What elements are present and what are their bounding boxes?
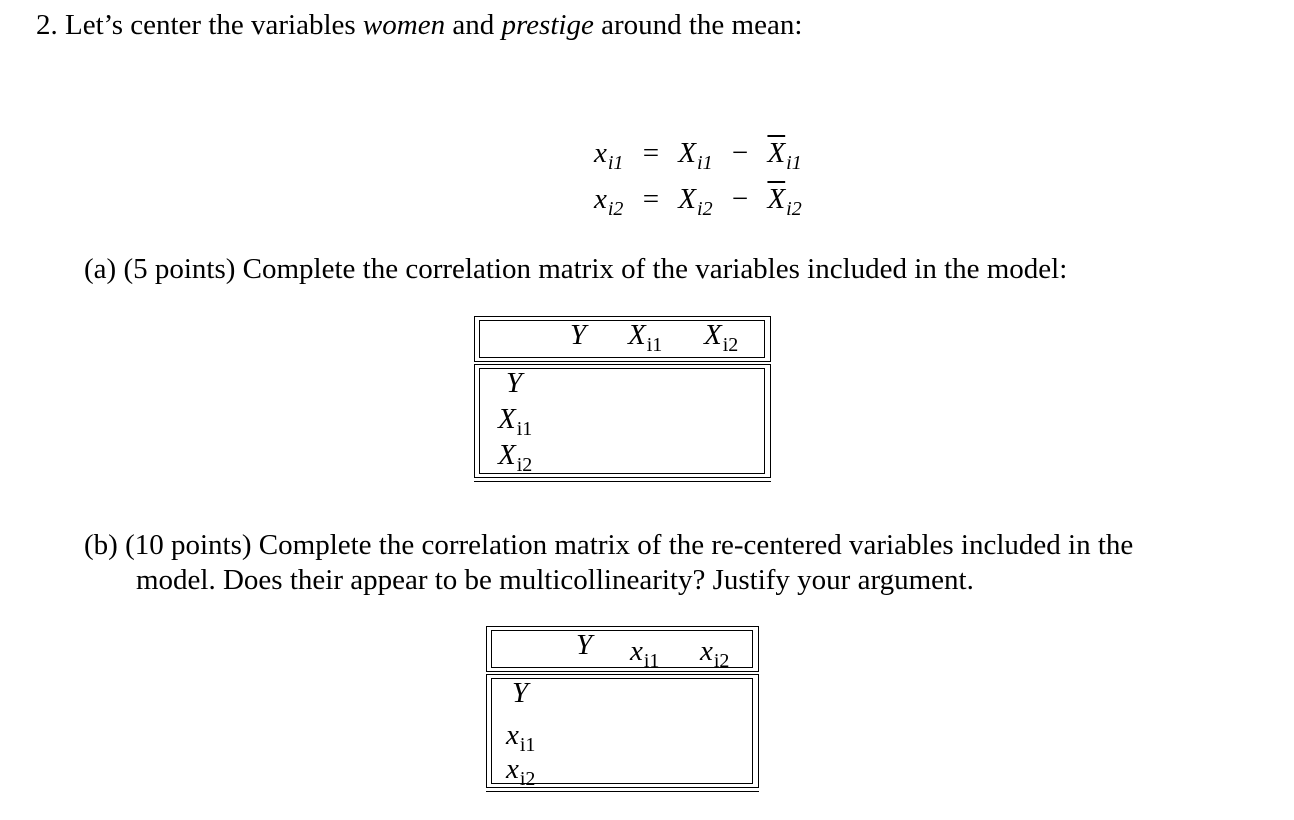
eq1-mean-sub: i1 — [786, 152, 802, 174]
part-b-text-line2: model. Does their appear to be multicollinearity? Justify your argument. — [136, 564, 974, 596]
equation-2 — [594, 182, 802, 219]
eq1-lhs-sub: i1 — [607, 152, 624, 174]
part-b-label: (b) — [84, 529, 118, 561]
part-a-label: (a) — [84, 253, 117, 285]
table-a-header-x2: $X_{i2}$ — [704, 319, 739, 356]
equation-1 — [594, 136, 802, 173]
eq2-lhs: x — [594, 183, 607, 215]
intro-post: around the mean: — [601, 9, 803, 41]
table-b-bottom-rule — [486, 791, 759, 792]
table-b-header-x1: $x_{i1}$ — [630, 635, 660, 672]
table-a-row-y: Y — [506, 367, 523, 399]
table-b-header-y: Y — [576, 629, 593, 661]
eq2-mean: $\overline{X}$ — [767, 183, 786, 215]
eq2-rhs-sub: i2 — [697, 198, 713, 220]
eq1-rhs-sub: i1 — [697, 152, 713, 174]
table-a-header-y: Y — [570, 319, 587, 351]
table-b-row-x2: $x_{i2}$ — [506, 753, 536, 790]
part-a-points: (5 points) — [123, 253, 236, 285]
eq2-minus: − — [731, 183, 749, 215]
part-a-text: Complete the correlation matrix of the variables included in the model: — [242, 253, 1068, 285]
part-a-prompt — [84, 252, 1067, 286]
table-b-row-x1: $x_{i1}$ — [506, 719, 536, 756]
table-b-row-y: Y — [512, 677, 529, 709]
eq1-equals: = — [642, 137, 660, 169]
part-b-prompt-line1 — [84, 528, 1133, 562]
part-b-text-line1: Complete the correlation matrix of the re-centered variables included in the — [258, 529, 1134, 561]
problem-number: 2. — [36, 9, 58, 41]
intro-pre: Let’s center the variables — [65, 9, 356, 41]
table-a-bottom-rule — [474, 481, 771, 482]
eq2-lhs-sub: i2 — [607, 198, 624, 220]
table-a-row-x2: $X_{i2}$ — [498, 439, 533, 476]
eq2-rhs: X — [678, 183, 697, 215]
eq1-lhs: x — [594, 137, 607, 169]
eq1-minus: − — [731, 137, 749, 169]
table-a-header-x1: $X_{i1}$ — [628, 319, 663, 356]
eq2-equals: = — [642, 183, 660, 215]
eq2-mean-sub: i2 — [786, 198, 802, 220]
var-women: women — [362, 9, 446, 41]
eq1-rhs: X — [678, 137, 697, 169]
intro-conj: and — [452, 9, 495, 41]
var-prestige: prestige — [501, 9, 594, 41]
table-b-header-x2: $x_{i2}$ — [700, 635, 730, 672]
problem-heading — [36, 8, 802, 42]
part-b-prompt-line2 — [136, 563, 974, 597]
eq1-mean: $\overline{X}$ — [767, 137, 786, 169]
table-a-row-x1: $X_{i1}$ — [498, 403, 533, 440]
part-b-points: (10 points) — [125, 529, 252, 561]
